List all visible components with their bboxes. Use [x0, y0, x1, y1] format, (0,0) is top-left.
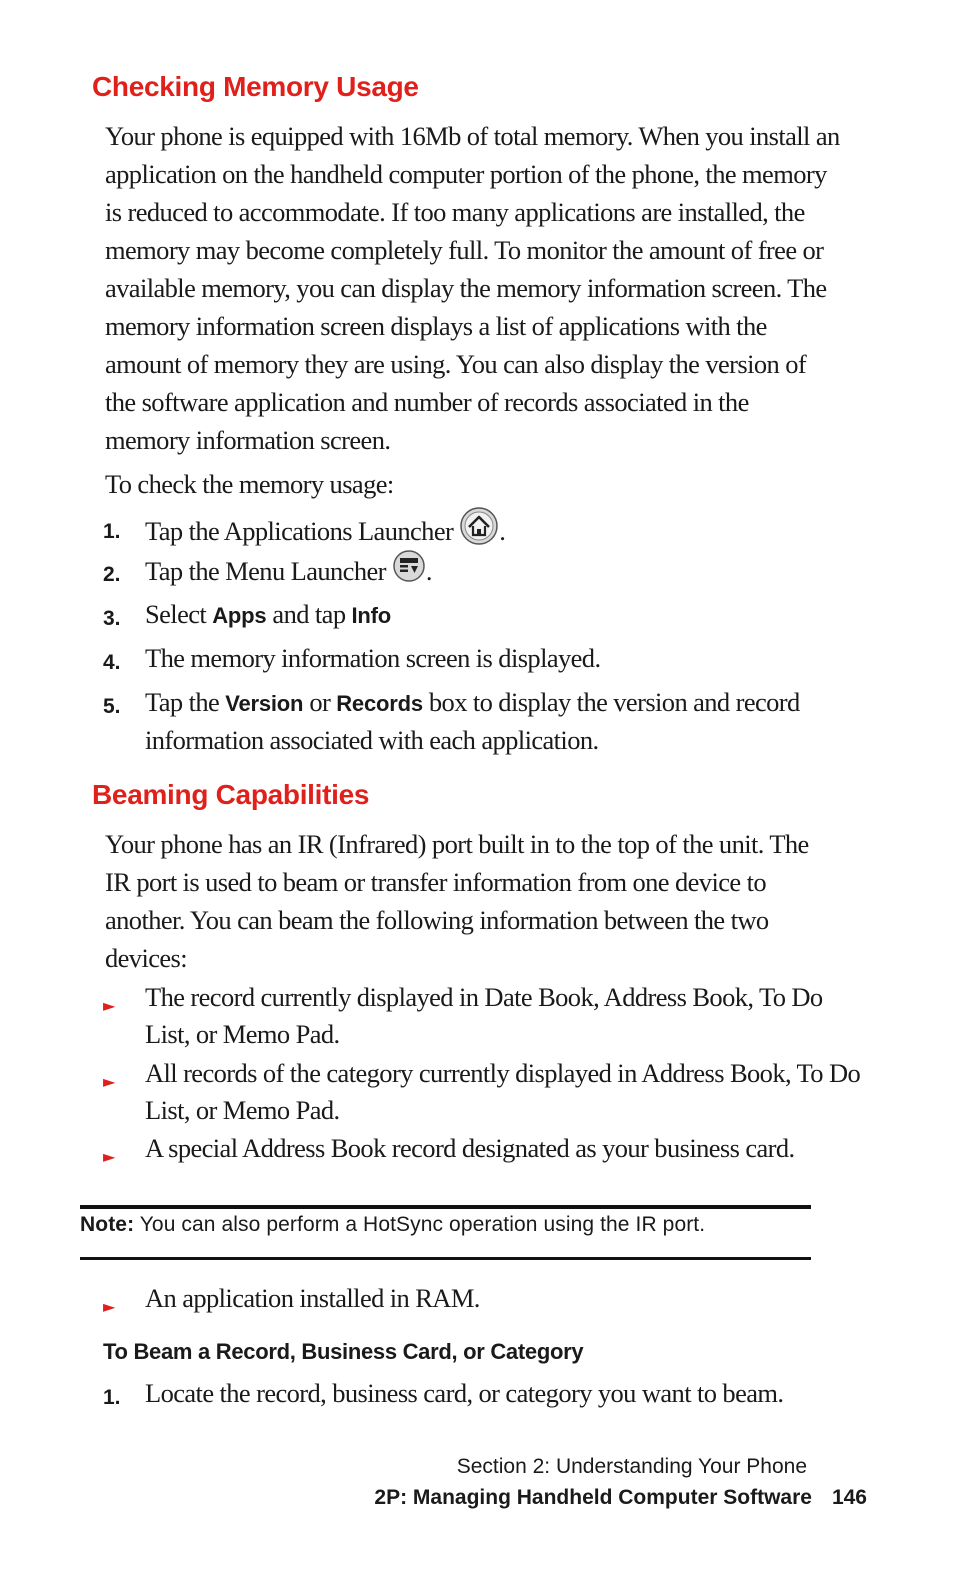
bullet-text: List, or Memo Pad. — [145, 1019, 340, 1049]
footer-section: Section 2: Understanding Your Phone — [456, 1455, 807, 1478]
section-heading-beaming: Beaming Capabilities — [92, 779, 370, 810]
note — [80, 1213, 705, 1237]
procedure-subheading: To Beam a Record, Business Card, or Category — [103, 1339, 584, 1364]
records-label: Records — [336, 691, 423, 716]
paragraph-line: amount of memory they are using. You can also display the version of — [105, 349, 807, 379]
step-number: 1. — [103, 1386, 121, 1409]
section-heading-memory: Checking Memory Usage — [92, 71, 419, 102]
paragraph-line: the software application and number of records associated in the — [105, 387, 749, 417]
memory-intro: To check the memory usage: — [105, 469, 394, 499]
step-text: and tap — [272, 599, 346, 629]
step-number: 1. — [103, 520, 121, 543]
bullet-arrow-icon: ► — [103, 1072, 115, 1091]
step-text: box to display the version and record — [428, 687, 800, 717]
paragraph-line: another. You can beam the following information between the two — [105, 905, 769, 935]
paragraph-line: IR port is used to beam or transfer information from one device to — [105, 867, 766, 897]
note-text: You can also perform a HotSync operation using the IR port. — [139, 1213, 706, 1236]
paragraph-line: Your phone has an IR (Infrared) port built in to the top of the unit. The — [105, 829, 809, 859]
step-number: 2. — [103, 563, 121, 586]
step-number: 5. — [103, 695, 121, 718]
paragraph-line: application on the handheld computer portion of the phone, the memory — [105, 159, 827, 189]
step-end: . — [499, 516, 506, 547]
footer-chapter — [374, 1486, 867, 1510]
step-text: The memory information screen is displayed. — [145, 643, 601, 673]
bullet-arrow-icon: ► — [103, 996, 115, 1015]
footer-chapter-title: 2P: Managing Handheld Computer Software — [374, 1486, 812, 1509]
bullet-text: All records of the category currently displayed in Address Book, To Do — [145, 1058, 861, 1088]
apps-label: Apps — [212, 603, 267, 628]
paragraph-line: memory information screen. — [105, 425, 391, 455]
paragraph-line: available memory, you can display the memory information screen. The — [105, 273, 827, 303]
step-text: Tap the Menu Launcher — [145, 556, 386, 587]
info-label: Info — [351, 603, 392, 628]
beaming-paragraph — [105, 825, 820, 977]
step-number: 3. — [103, 607, 121, 630]
step-text: Locate the record, business card, or category you want to beam. — [145, 1378, 784, 1408]
step-text: Select — [145, 599, 207, 629]
bullet-text: A special Address Book record designated as your business card. — [145, 1133, 795, 1163]
step-number: 4. — [103, 651, 121, 674]
paragraph-line: is reduced to accommodate. If too many applications are installed, the — [105, 197, 805, 227]
memory-paragraph — [105, 117, 840, 459]
paragraph-line: Your phone is equipped with 16Mb of total memory. When you install an — [105, 121, 840, 151]
note-label: Note: — [80, 1213, 135, 1236]
home-icon — [459, 506, 499, 556]
menu-launcher-icon — [392, 549, 426, 593]
note-bottom-rule — [80, 1257, 811, 1260]
bullet-text: An application installed in RAM. — [145, 1283, 480, 1313]
step-text: or — [309, 687, 331, 717]
bullet-arrow-icon: ► — [103, 1147, 115, 1166]
paragraph-line: memory information screen displays a list of applications with the — [105, 311, 767, 341]
paragraph-line: devices: — [105, 943, 188, 973]
step-end: . — [425, 556, 432, 587]
version-label: Version — [225, 691, 304, 716]
bullet-arrow-icon: ► — [103, 1297, 115, 1316]
step-text: information associated with each application. — [145, 725, 599, 755]
bullet-text: List, or Memo Pad. — [145, 1095, 340, 1125]
bullet-text: The record currently displayed in Date Book, Address Book, To Do — [145, 982, 823, 1012]
step-text: Tap the Applications Launcher — [145, 516, 454, 547]
note-top-rule — [80, 1205, 811, 1209]
step-text: Tap the — [145, 687, 220, 717]
paragraph-line: memory may become completely full. To monitor the amount of free or — [105, 235, 824, 265]
page-number: 146 — [831, 1486, 867, 1509]
